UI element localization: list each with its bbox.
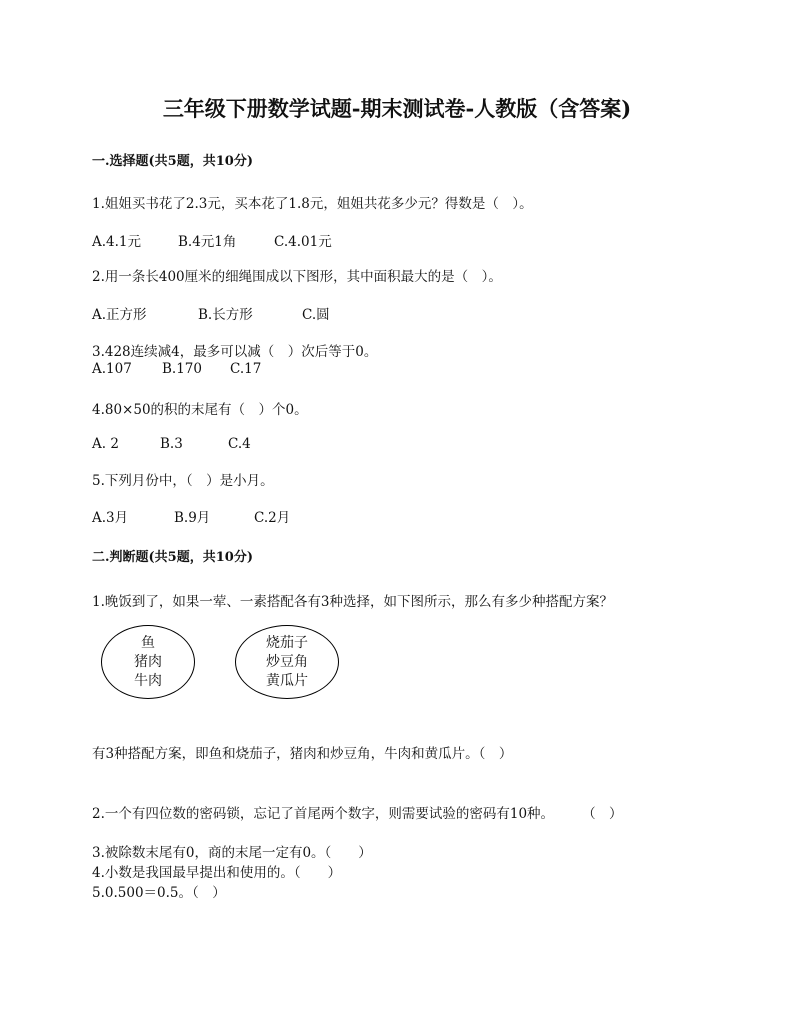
option-a: A.107 [92,361,132,377]
s1-question-2: 2.用一条长400厘米的细绳围成以下图形，其中面积最大的是（ ）。 [92,269,502,285]
option-a: A.4.1元 [92,234,142,250]
option-b: B.3 [160,436,183,452]
section2-heading: 二.判断题(共5题，共10分) [92,550,253,565]
option-c: C.4.01元 [274,234,332,250]
s2-question-3: 3.被除数末尾有0，商的末尾一定有0。（ ） [92,845,372,861]
option-b: B.4元1角 [178,234,237,250]
s1-question-3: 3.428连续减4，最多可以减（ ）次后等于0。 [92,344,378,360]
option-c: C.圆 [302,307,330,323]
option-c: C.17 [230,361,262,377]
vegetable-item: 黄瓜片 [266,672,308,689]
s1-question-5-options [92,506,290,526]
s1-question-2-options [92,303,330,323]
option-b: B.170 [162,361,202,377]
meat-options-ellipse [101,625,195,699]
meat-item: 牛肉 [134,672,162,689]
s1-question-4-options [92,436,251,452]
option-c: C.4 [228,436,251,452]
s1-question-1: 1.姐姐买书花了2.3元，买本花了1.8元，姐姐共花多少元？得数是（ ）。 [92,196,533,212]
meat-item: 猪肉 [134,653,162,670]
answer-paren: （ ） [582,806,623,822]
s2-question-1: 1.晚饭到了，如果一荤、一素搭配各有3种选择，如下图所示，那么有多少种搭配方案？ [92,594,613,610]
option-b: B.9月 [174,510,211,526]
s2-question-4: 4.小数是我国最早提出和使用的。（ ） [92,865,342,881]
vegetable-item: 炒豆角 [266,653,308,670]
s2-question-1-statement: 有3种搭配方案，即鱼和烧茄子，猪肉和炒豆角，牛肉和黄瓜片。（ ） [92,746,513,762]
section1-heading: 一.选择题(共5题，共10分) [92,154,253,169]
option-c: C.2月 [254,510,291,526]
s2-question-2 [92,802,623,822]
s1-question-4: 4.80×50的积的末尾有（ ）个0。 [92,402,308,418]
option-a: A. 2 [92,436,119,452]
vegetable-options-ellipse [235,625,339,699]
meat-item: 鱼 [141,634,155,651]
vegetable-item: 烧茄子 [266,634,308,651]
s1-question-1-options [92,230,332,250]
option-a: A.正方形 [92,307,147,323]
s2-question-2-text: 2.一个有四位数的密码锁，忘记了首尾两个数字，则需要试验的密码有10种。 [92,806,555,822]
option-b: B.长方形 [198,307,253,323]
s1-question-5: 5.下列月份中，（ ）是小月。 [92,473,274,489]
s2-question-5: 5.0.500＝0.5。（ ） [92,885,226,901]
s1-question-3-options [92,361,261,377]
option-a: A.3月 [92,510,129,526]
page-title: 三年级下册数学试题-期末测试卷-人教版（含答案) [162,96,632,121]
